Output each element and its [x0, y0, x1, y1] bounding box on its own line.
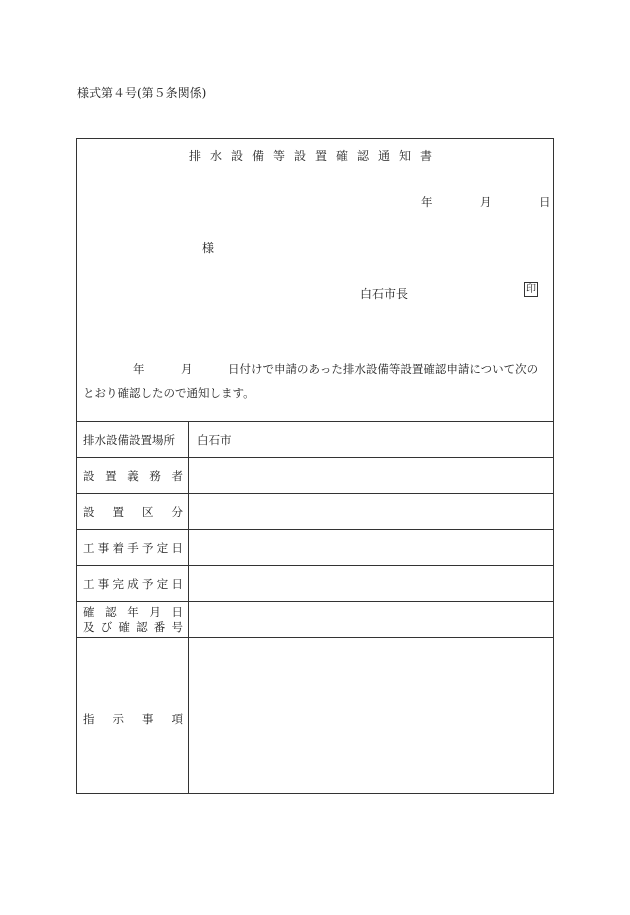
row-label: 排水設備設置場所: [83, 433, 175, 447]
date-day: 日: [539, 195, 551, 209]
row-label-text: [83, 619, 183, 635]
label-char: 成: [127, 577, 139, 591]
label-char: 日: [171, 605, 183, 619]
details-table: [77, 421, 553, 793]
label-char: 事: [97, 577, 110, 591]
label-char: 工: [83, 577, 95, 591]
table-row: [77, 566, 553, 602]
recipient-suffix: 様: [202, 241, 215, 255]
label-char: び: [100, 620, 113, 634]
label-char: 義: [127, 469, 139, 483]
row-label-text: [83, 504, 183, 520]
form-number: 様式第４号(第５条関係): [77, 86, 207, 100]
label-char: 置: [112, 505, 124, 519]
table-row: [77, 458, 553, 494]
row-label-line-2: [83, 619, 183, 635]
label-char: 工: [83, 541, 95, 555]
table-row: [77, 638, 553, 793]
label-char: 手: [127, 541, 139, 555]
label-char: 務: [149, 469, 161, 483]
label-char: 定: [156, 577, 169, 591]
row-label: [83, 468, 183, 484]
row-label: [83, 711, 183, 727]
notice-form: [76, 138, 554, 794]
seal-mark: 印: [526, 284, 536, 295]
label-char: 事: [97, 541, 110, 555]
label-char: 確: [118, 620, 130, 634]
form-title: 排水設備等設置確認通知書: [188, 149, 441, 163]
notice-line-1-text: 日付けで申請のあった排水設備等設置確認申請について次の: [228, 362, 539, 376]
label-char: 日: [171, 541, 183, 555]
table-row: [77, 602, 553, 638]
date-year: 年: [421, 195, 433, 209]
label-char: 区: [142, 505, 154, 519]
label-char: 認: [136, 620, 148, 634]
label-char: 予: [142, 577, 154, 591]
label-char: 事: [142, 712, 154, 726]
row-label-text: [83, 711, 183, 727]
label-char: 号: [171, 620, 183, 634]
label-char: 予: [142, 541, 154, 555]
row-label: [83, 504, 183, 520]
issuer-name: 白石市長: [360, 287, 409, 301]
row-label-line-1: [83, 604, 183, 620]
label-char: 日: [171, 577, 183, 591]
row-label-text: [83, 468, 183, 484]
label-char: 完: [112, 577, 124, 591]
label-char: 認: [105, 605, 117, 619]
label-char: 置: [105, 469, 117, 483]
label-char: 確: [83, 605, 95, 619]
label-char: 設: [83, 469, 95, 483]
label-char: 指: [83, 712, 95, 726]
row-label-text: [83, 576, 183, 592]
row-label-text: [83, 540, 183, 556]
table-row: [77, 494, 553, 530]
label-char: 番: [153, 620, 166, 634]
label-char: 年: [127, 605, 139, 619]
label-char: 月: [149, 605, 161, 619]
label-char: 及: [83, 620, 95, 634]
notice-year: 年: [133, 362, 145, 376]
notice-month: 月: [181, 362, 193, 376]
label-char: 分: [171, 505, 183, 519]
row-value: 白石市: [197, 433, 232, 447]
row-label: [83, 540, 183, 556]
label-char: 項: [171, 712, 183, 726]
label-char: 者: [171, 469, 183, 483]
label-char: 着: [112, 541, 124, 555]
table-row: [77, 530, 553, 566]
row-label: [83, 576, 183, 592]
notice-line-2: とおり確認したので通知します。: [83, 386, 255, 400]
label-char: 設: [83, 505, 95, 519]
row-label-text: [83, 604, 183, 620]
label-char: 示: [112, 712, 124, 726]
label-char: 定: [156, 541, 169, 555]
date-month: 月: [480, 195, 492, 209]
table-row: [77, 422, 553, 458]
